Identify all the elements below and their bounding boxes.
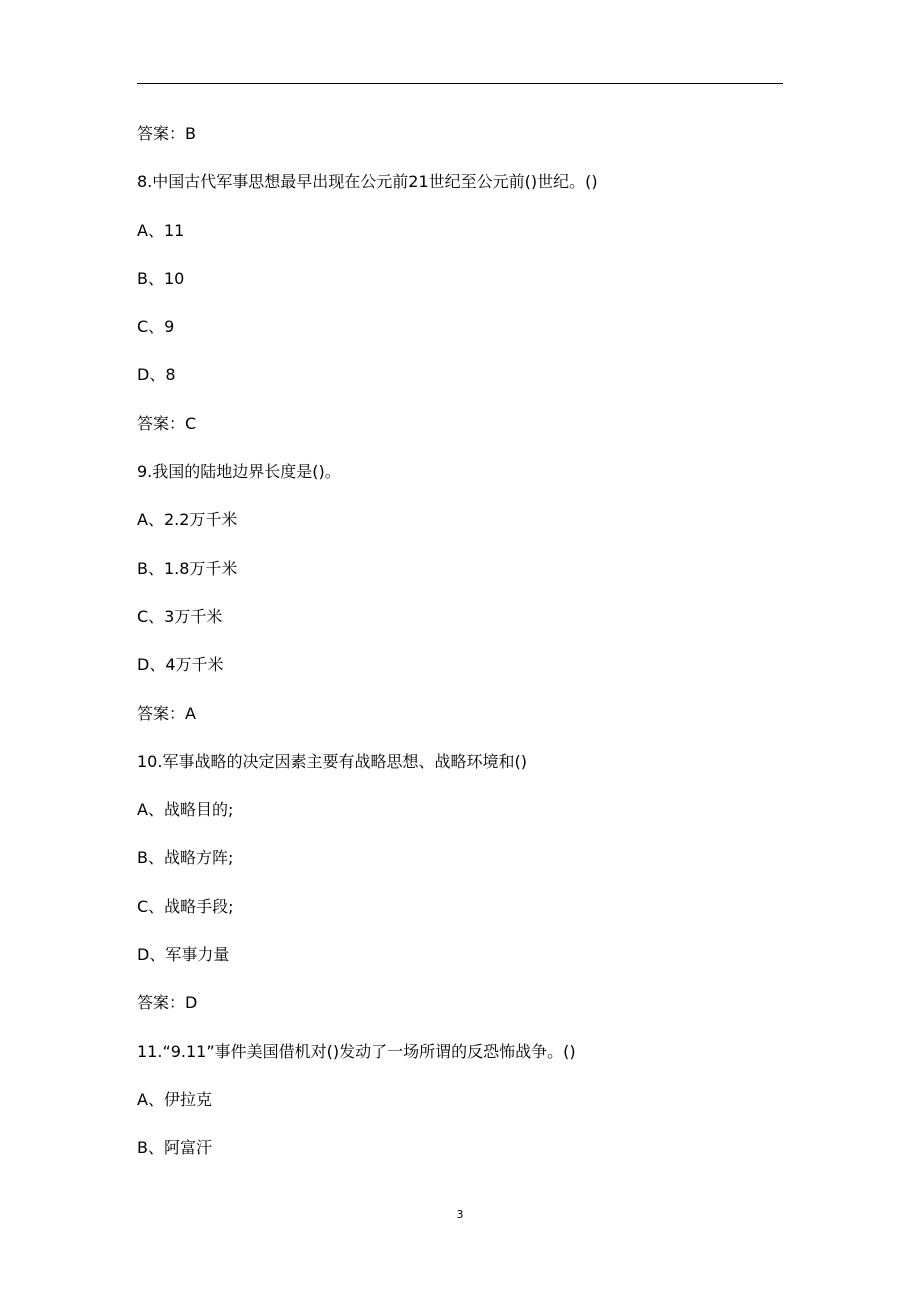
question-8: 8.中国古代军事思想最早出现在公元前21世纪至公元前()世纪。() <box>137 172 598 192</box>
answer-line: 答案：D <box>137 993 198 1013</box>
header-rule <box>137 83 783 84</box>
option-line: C、3万千米 <box>137 606 223 626</box>
answer-line: 答案：B <box>137 124 196 143</box>
question-11: 11.“9.11”事件美国借机对()发动了一场所谓的反恐怖战争。() <box>137 1041 576 1061</box>
question-9: 9.我国的陆地边界长度是()。 <box>137 462 341 482</box>
option-line: D、4万千米 <box>137 655 224 675</box>
page-content <box>137 122 783 1185</box>
answer-line: 答案：C <box>137 413 197 433</box>
option-line: B、1.8万千米 <box>137 558 238 578</box>
answer-line: 答案：A <box>137 703 196 723</box>
option-line: B、阿富汗 <box>137 1138 212 1158</box>
page-number: 3 <box>456 1208 464 1221</box>
option-line: A、伊拉克 <box>137 1089 212 1109</box>
option-line: A、11 <box>137 220 185 240</box>
question-10: 10.军事战略的决定因素主要有战略思想、战略环境和() <box>137 751 527 771</box>
option-line: A、战略目的; <box>137 800 234 820</box>
option-line: B、战略方阵; <box>137 848 234 868</box>
option-line: A、2.2万千米 <box>137 510 238 530</box>
option-line: C、9 <box>137 317 175 337</box>
option-line: D、8 <box>137 365 176 385</box>
option-line: D、军事力量 <box>137 945 230 965</box>
option-line: B、10 <box>137 268 185 288</box>
option-line: C、战略手段; <box>137 896 234 916</box>
